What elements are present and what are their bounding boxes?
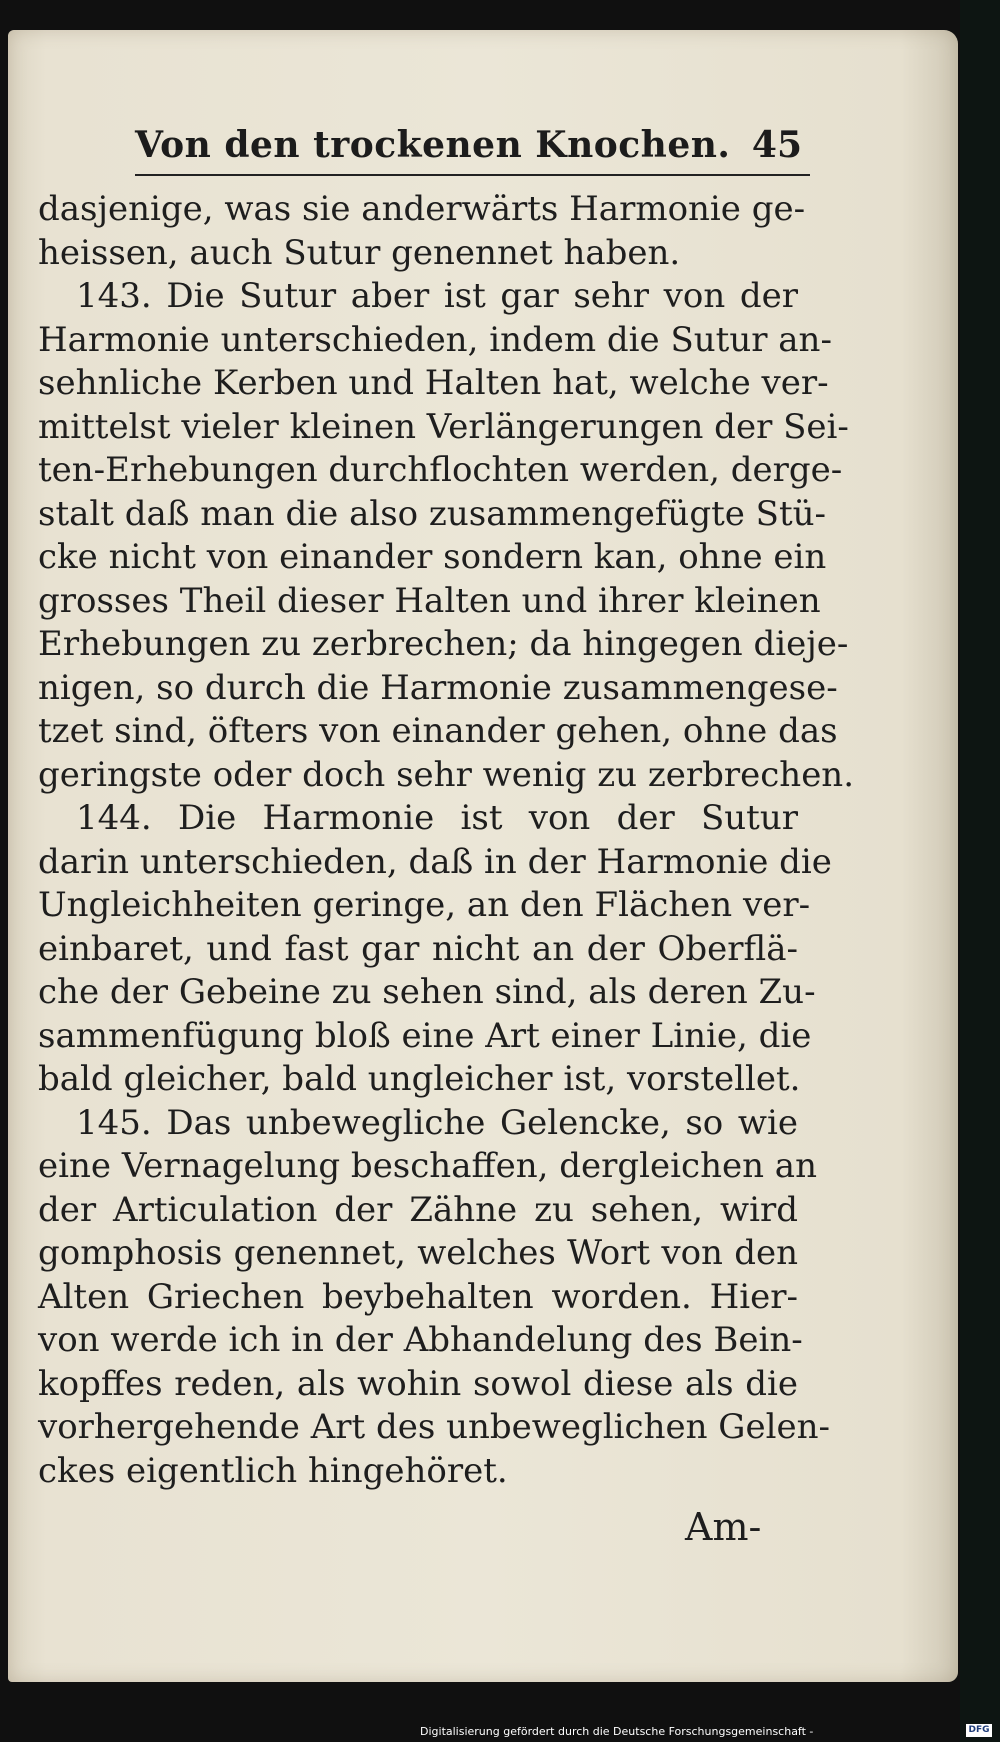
text-line: nigen, so durch die Harmonie zusammengese-	[38, 667, 838, 708]
text-line: vorhergehende Art des unbeweglichen Gelen-	[38, 1407, 830, 1447]
text-line: cke nicht von einander sondern kan, ohne ein	[38, 537, 827, 577]
paragraph-145-start: 145. Das unbewegliche Gelencke, so wie	[76, 1102, 798, 1143]
text-line: sehnliche Kerben und Halten hat, welche ver-	[38, 363, 829, 403]
paragraph-144-start: 144. Die Harmonie ist von der Sutur	[76, 798, 798, 838]
page-number: 45	[751, 124, 802, 166]
text-line: dasjenige, was sie anderwärts Harmonie ge-	[38, 189, 806, 229]
text-line: geringste oder doch sehr wenig zu zerbrechen.	[38, 754, 855, 795]
text-line: Ungleichheiten geringe, an den Flächen ver-	[38, 885, 811, 925]
text-line: mittelst vieler kleinen Verlängerungen der Sei-	[38, 406, 849, 447]
text-line: ten-Erhebungen durchflochten werden, derge-	[38, 450, 843, 490]
text-line: heissen, auch Sutur genennet haben.	[38, 232, 681, 273]
text-line: einbaret, und fast gar nicht an der Oberflä-	[38, 928, 798, 969]
text-line: Harmonie unterschieden, indem die Sutur an-	[38, 319, 832, 360]
paragraph-143-start: 143. Die Sutur aber ist gar sehr von der	[76, 276, 798, 316]
text-line: gomphosis genennet, welches Wort von den	[38, 1233, 798, 1273]
scan-background-edge	[960, 0, 1000, 1742]
dfg-logo: DFG	[966, 1724, 992, 1737]
text-line: bald gleicher, bald ungleicher ist, vorstellet.	[38, 1059, 801, 1099]
text-line: ckes eigentlich hingehöret.	[38, 1450, 508, 1491]
text-line: grosses Theil dieser Halten und ihrer kleinen	[38, 580, 821, 621]
body-text	[38, 188, 855, 1493]
catchword: Am-	[685, 1505, 762, 1549]
text-line: eine Vernagelung beschaffen, dergleichen an	[38, 1146, 817, 1186]
page-header-title: Von den trockenen Knochen.	[135, 124, 731, 166]
text-line: kopffes reden, als wohin sowol diese als die	[38, 1363, 798, 1404]
text-line: che der Gebeine zu sehen sind, als deren Zu-	[38, 972, 816, 1012]
running-head	[135, 124, 810, 176]
text-line: stalt daß man die also zusammengefügte Stü-	[38, 493, 827, 534]
text-line: tzet sind, öfters von einander gehen, ohne das	[38, 711, 838, 751]
digitization-credit: Digitalisierung gefördert durch die Deutsche Forschungsgemeinschaft -	[420, 1725, 814, 1738]
text-line: Erhebungen zu zerbrechen; da hingegen dieje-	[38, 624, 849, 664]
text-line: darin unterschieden, daß in der Harmonie die	[38, 841, 832, 882]
text-line: von werde ich in der Abhandelung des Bein-	[38, 1320, 803, 1360]
text-line: der Articulation der Zähne zu sehen, wird	[38, 1189, 798, 1230]
text-line: Alten Griechen beybehalten worden. Hier-	[38, 1276, 798, 1317]
text-line: sammenfügung bloß eine Art einer Linie, die	[38, 1015, 812, 1056]
